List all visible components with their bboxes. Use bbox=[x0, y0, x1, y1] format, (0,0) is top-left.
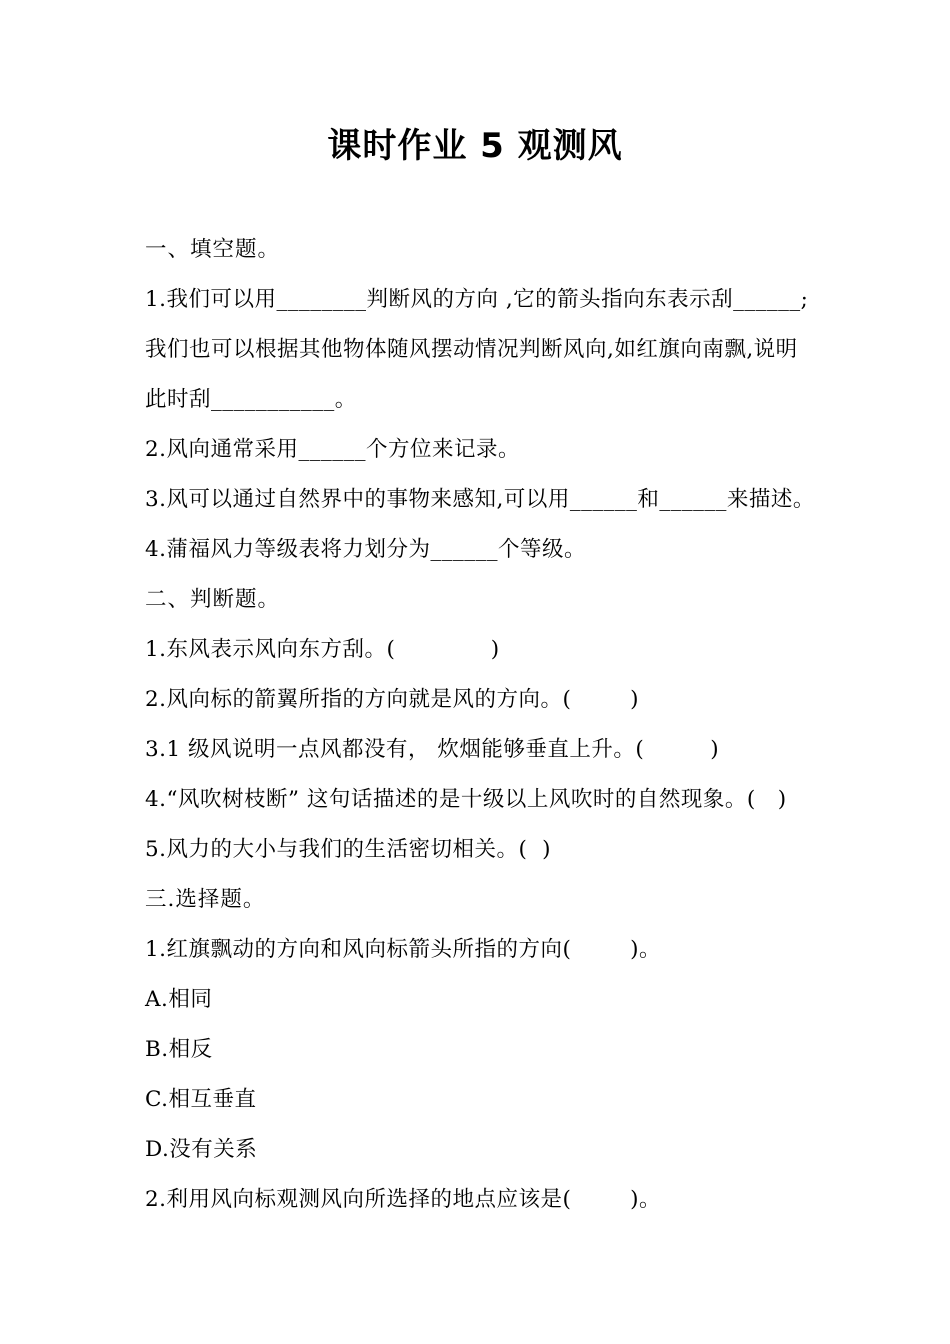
section-heading: 一、填空题。 bbox=[145, 237, 281, 262]
text-line: 我们也可以根据其他物体随风摆动情况判断风向,如红旗向南飘,说明 bbox=[145, 337, 798, 362]
text-line: 1.我们可以用________判断风的方向 ,它的箭头指向东表示刮______; bbox=[145, 287, 809, 312]
text-line: 2.利用风向标观测风向所选择的地点应该是( )。 bbox=[145, 1187, 661, 1212]
text-line: 4.“风吹树枝断” 这句话描述的是十级以上风吹时的自然现象。( ) bbox=[145, 787, 787, 812]
text-line: 5.风力的大小与我们的生活密切相关。( ) bbox=[145, 837, 551, 862]
text-line: D.没有关系 bbox=[145, 1137, 258, 1162]
text-line: 4.蒲福风力等级表将力划分为______个等级。 bbox=[145, 537, 587, 562]
page-title: 课时作业 5 观测风 bbox=[327, 126, 623, 166]
text-line: 1.红旗飘动的方向和风向标箭头所指的方向( )。 bbox=[145, 937, 661, 962]
text-line: C.相互垂直 bbox=[145, 1087, 257, 1112]
document-lines bbox=[145, 236, 825, 1236]
section-heading: 二、判断题。 bbox=[145, 587, 281, 612]
section-heading: 三.选择题。 bbox=[145, 887, 266, 912]
text-line: B.相反 bbox=[145, 1037, 213, 1062]
text-line: 2.风向通常采用______个方位来记录。 bbox=[145, 437, 521, 462]
text-line: 2.风向标的箭翼所指的方向就是风的方向。( ) bbox=[145, 687, 639, 712]
text-line: A.相同 bbox=[145, 987, 213, 1012]
text-line: 1.东风表示风向东方刮。( ) bbox=[145, 637, 500, 662]
text-line: 3.1 级风说明一点风都没有， 炊烟能够垂直上升。( ) bbox=[145, 737, 720, 762]
text-line: 3.风可以通过自然界中的事物来感知,可以用______和______来描述。 bbox=[145, 487, 815, 512]
text-line: 此时刮___________。 bbox=[145, 387, 357, 412]
